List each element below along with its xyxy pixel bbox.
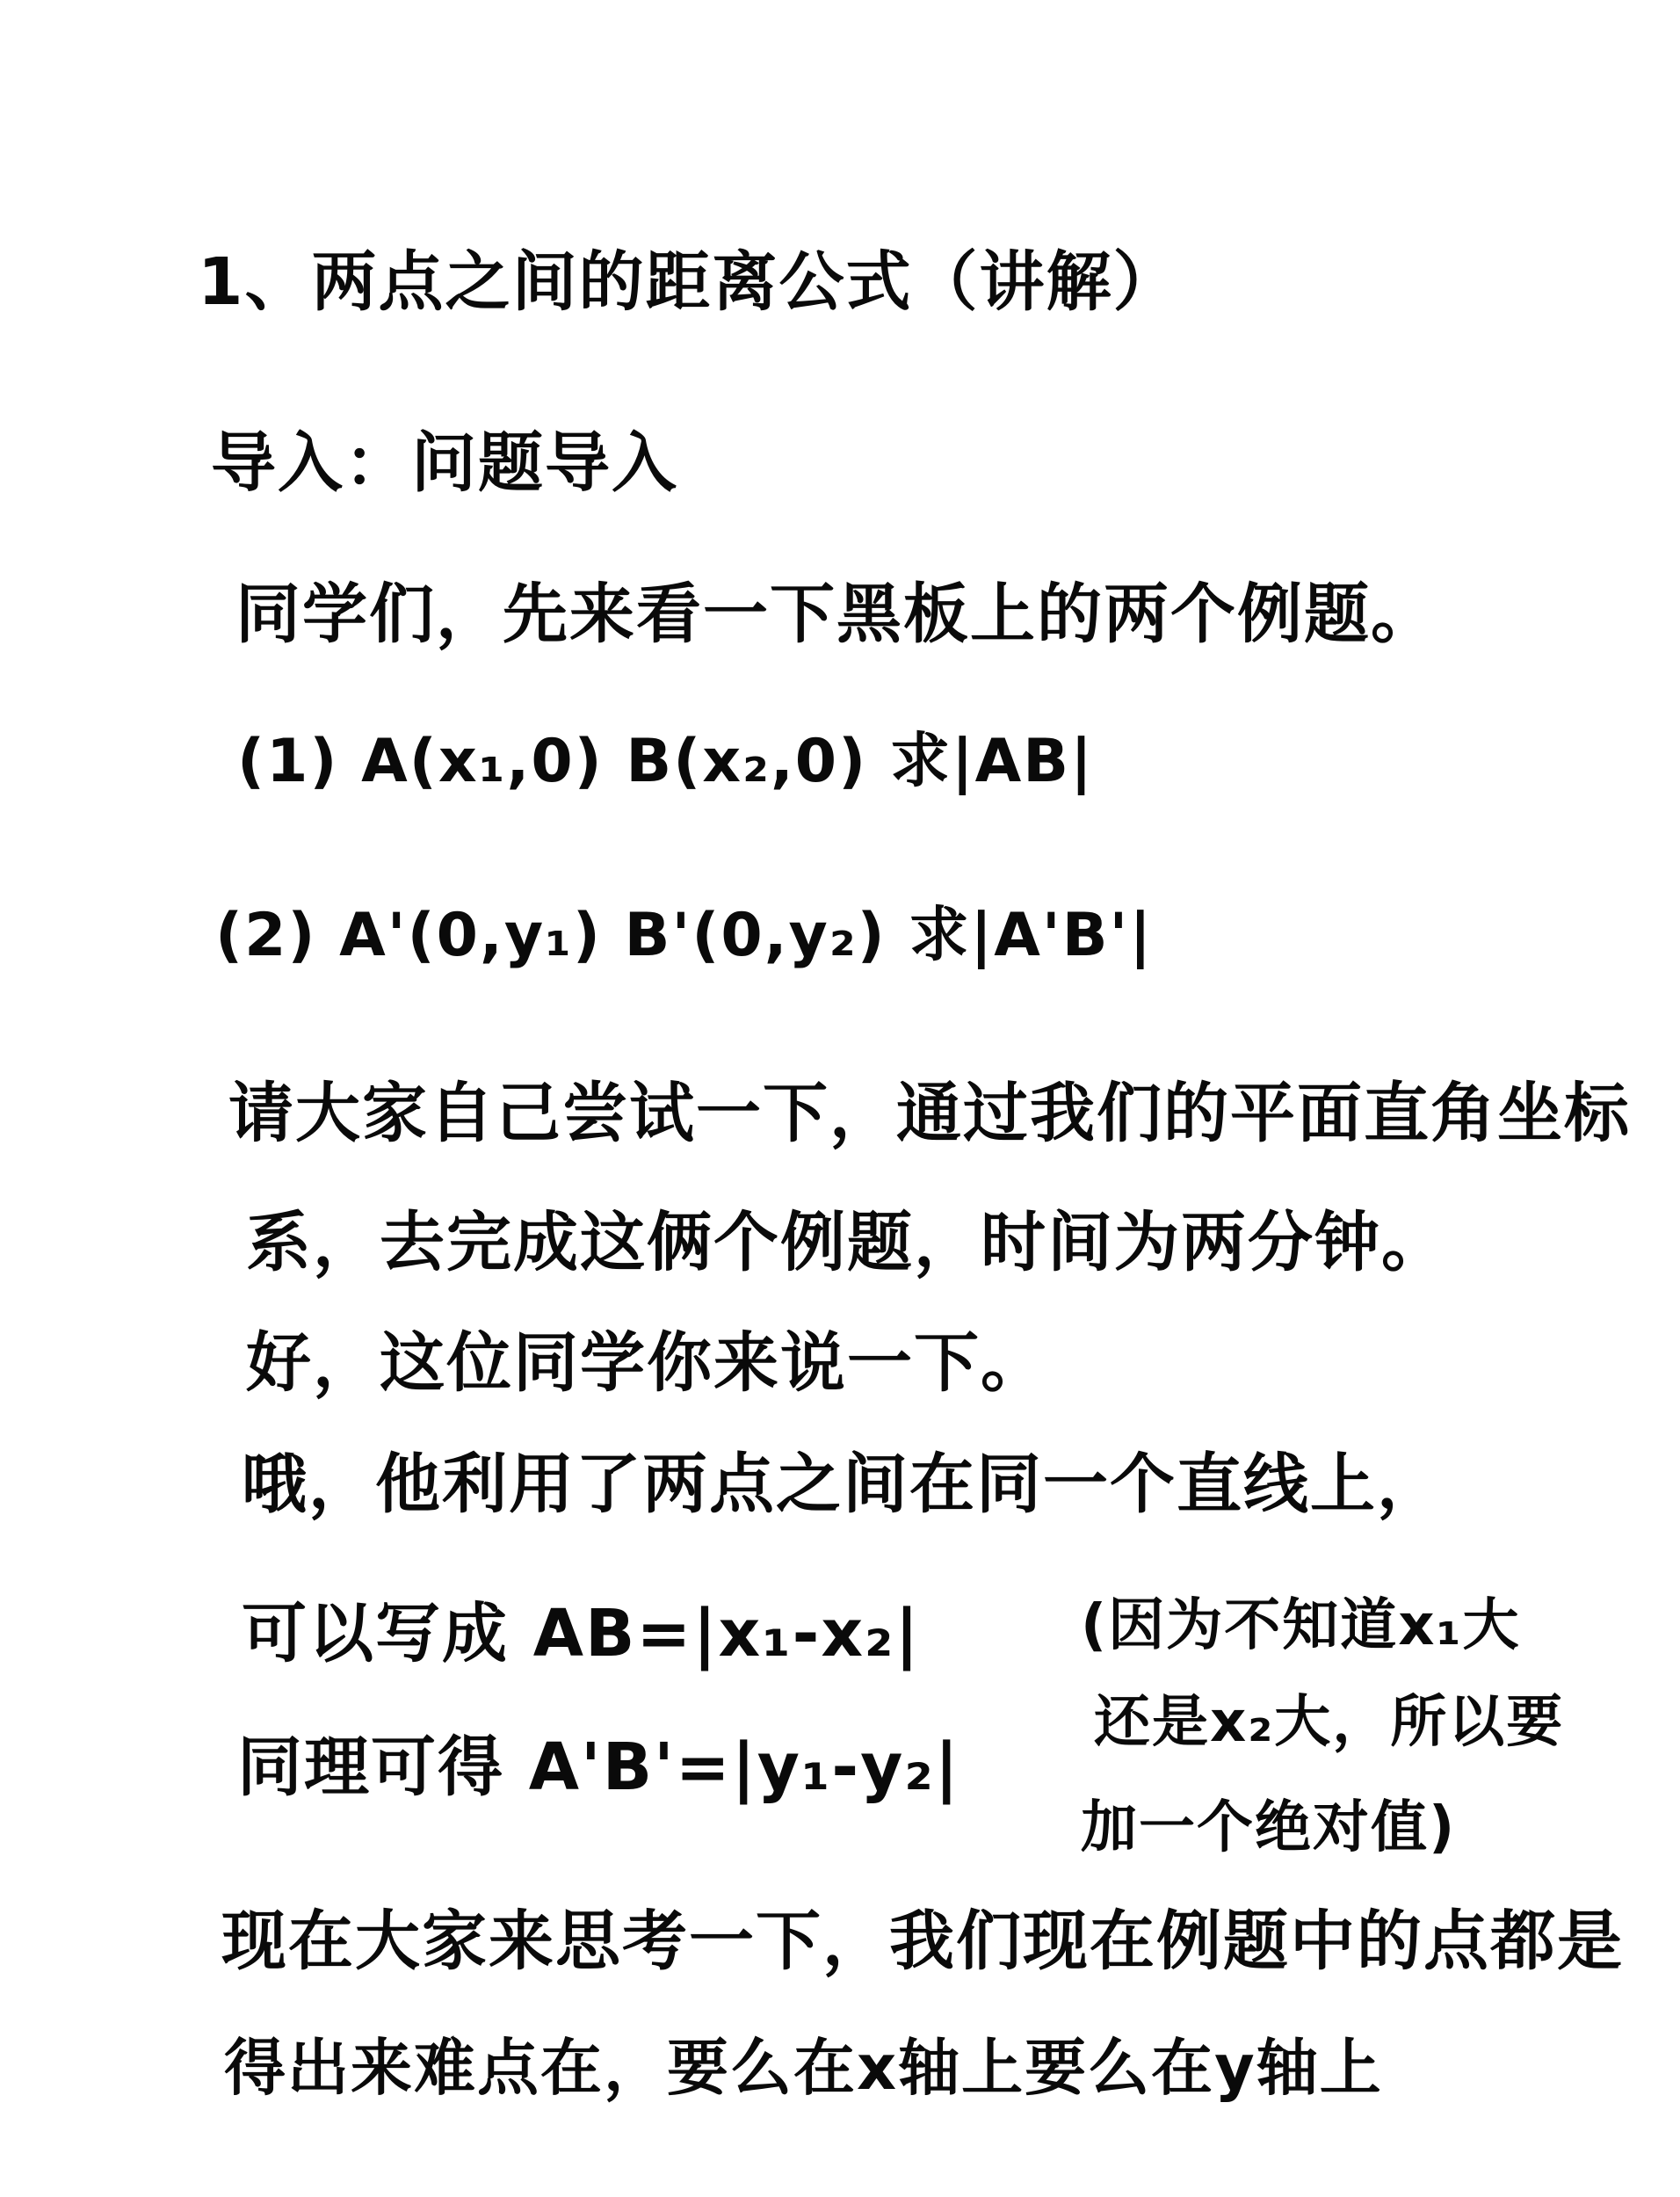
- cropped-bottom-line: [224, 2008, 1472, 2104]
- example-2: (2) A'(0,y₁) B'(0,y₂) 求|A'B'|: [215, 901, 1154, 970]
- section-title: 1、两点之间的距离公式（讲解）: [198, 244, 1180, 320]
- text-line-7: 系，去完成这俩个例题，时间为两分钟。: [246, 1205, 1448, 1280]
- text-line-3: 同学们，先来看一下黑板上的两个例题。: [235, 576, 1437, 652]
- text-line-13: 得出来难点在，要么在x轴上要么在y轴上: [224, 2032, 1383, 2104]
- side-note-line-2: 还是x₂大，所以要: [1094, 1690, 1565, 1755]
- text-line-12: 现在大家来思考一下，我们现在例题中的点都是: [221, 1903, 1624, 1979]
- side-note-line-1: (因为不知道x₁大: [1081, 1593, 1521, 1658]
- intro-heading: 导入：问题导入: [211, 425, 678, 501]
- text-line-9: 哦，他利用了两点之间在同一个直线上，: [242, 1447, 1444, 1522]
- formula-a-prime-b-prime: 同理可得 A'B'=|y₁-y₂|: [237, 1729, 960, 1805]
- example-1: (1) A(x₁,0) B(x₂,0) 求|AB|: [237, 727, 1094, 796]
- side-note-line-3: 加一个绝对值): [1081, 1795, 1457, 1860]
- formula-ab: 可以写成 AB=|x₁-x₂|: [242, 1596, 921, 1671]
- text-line-8: 好，这位同学你来说一下。: [246, 1325, 1047, 1401]
- text-line-6: 请大家自己尝试一下，通过我们的平面直角坐标: [228, 1076, 1631, 1151]
